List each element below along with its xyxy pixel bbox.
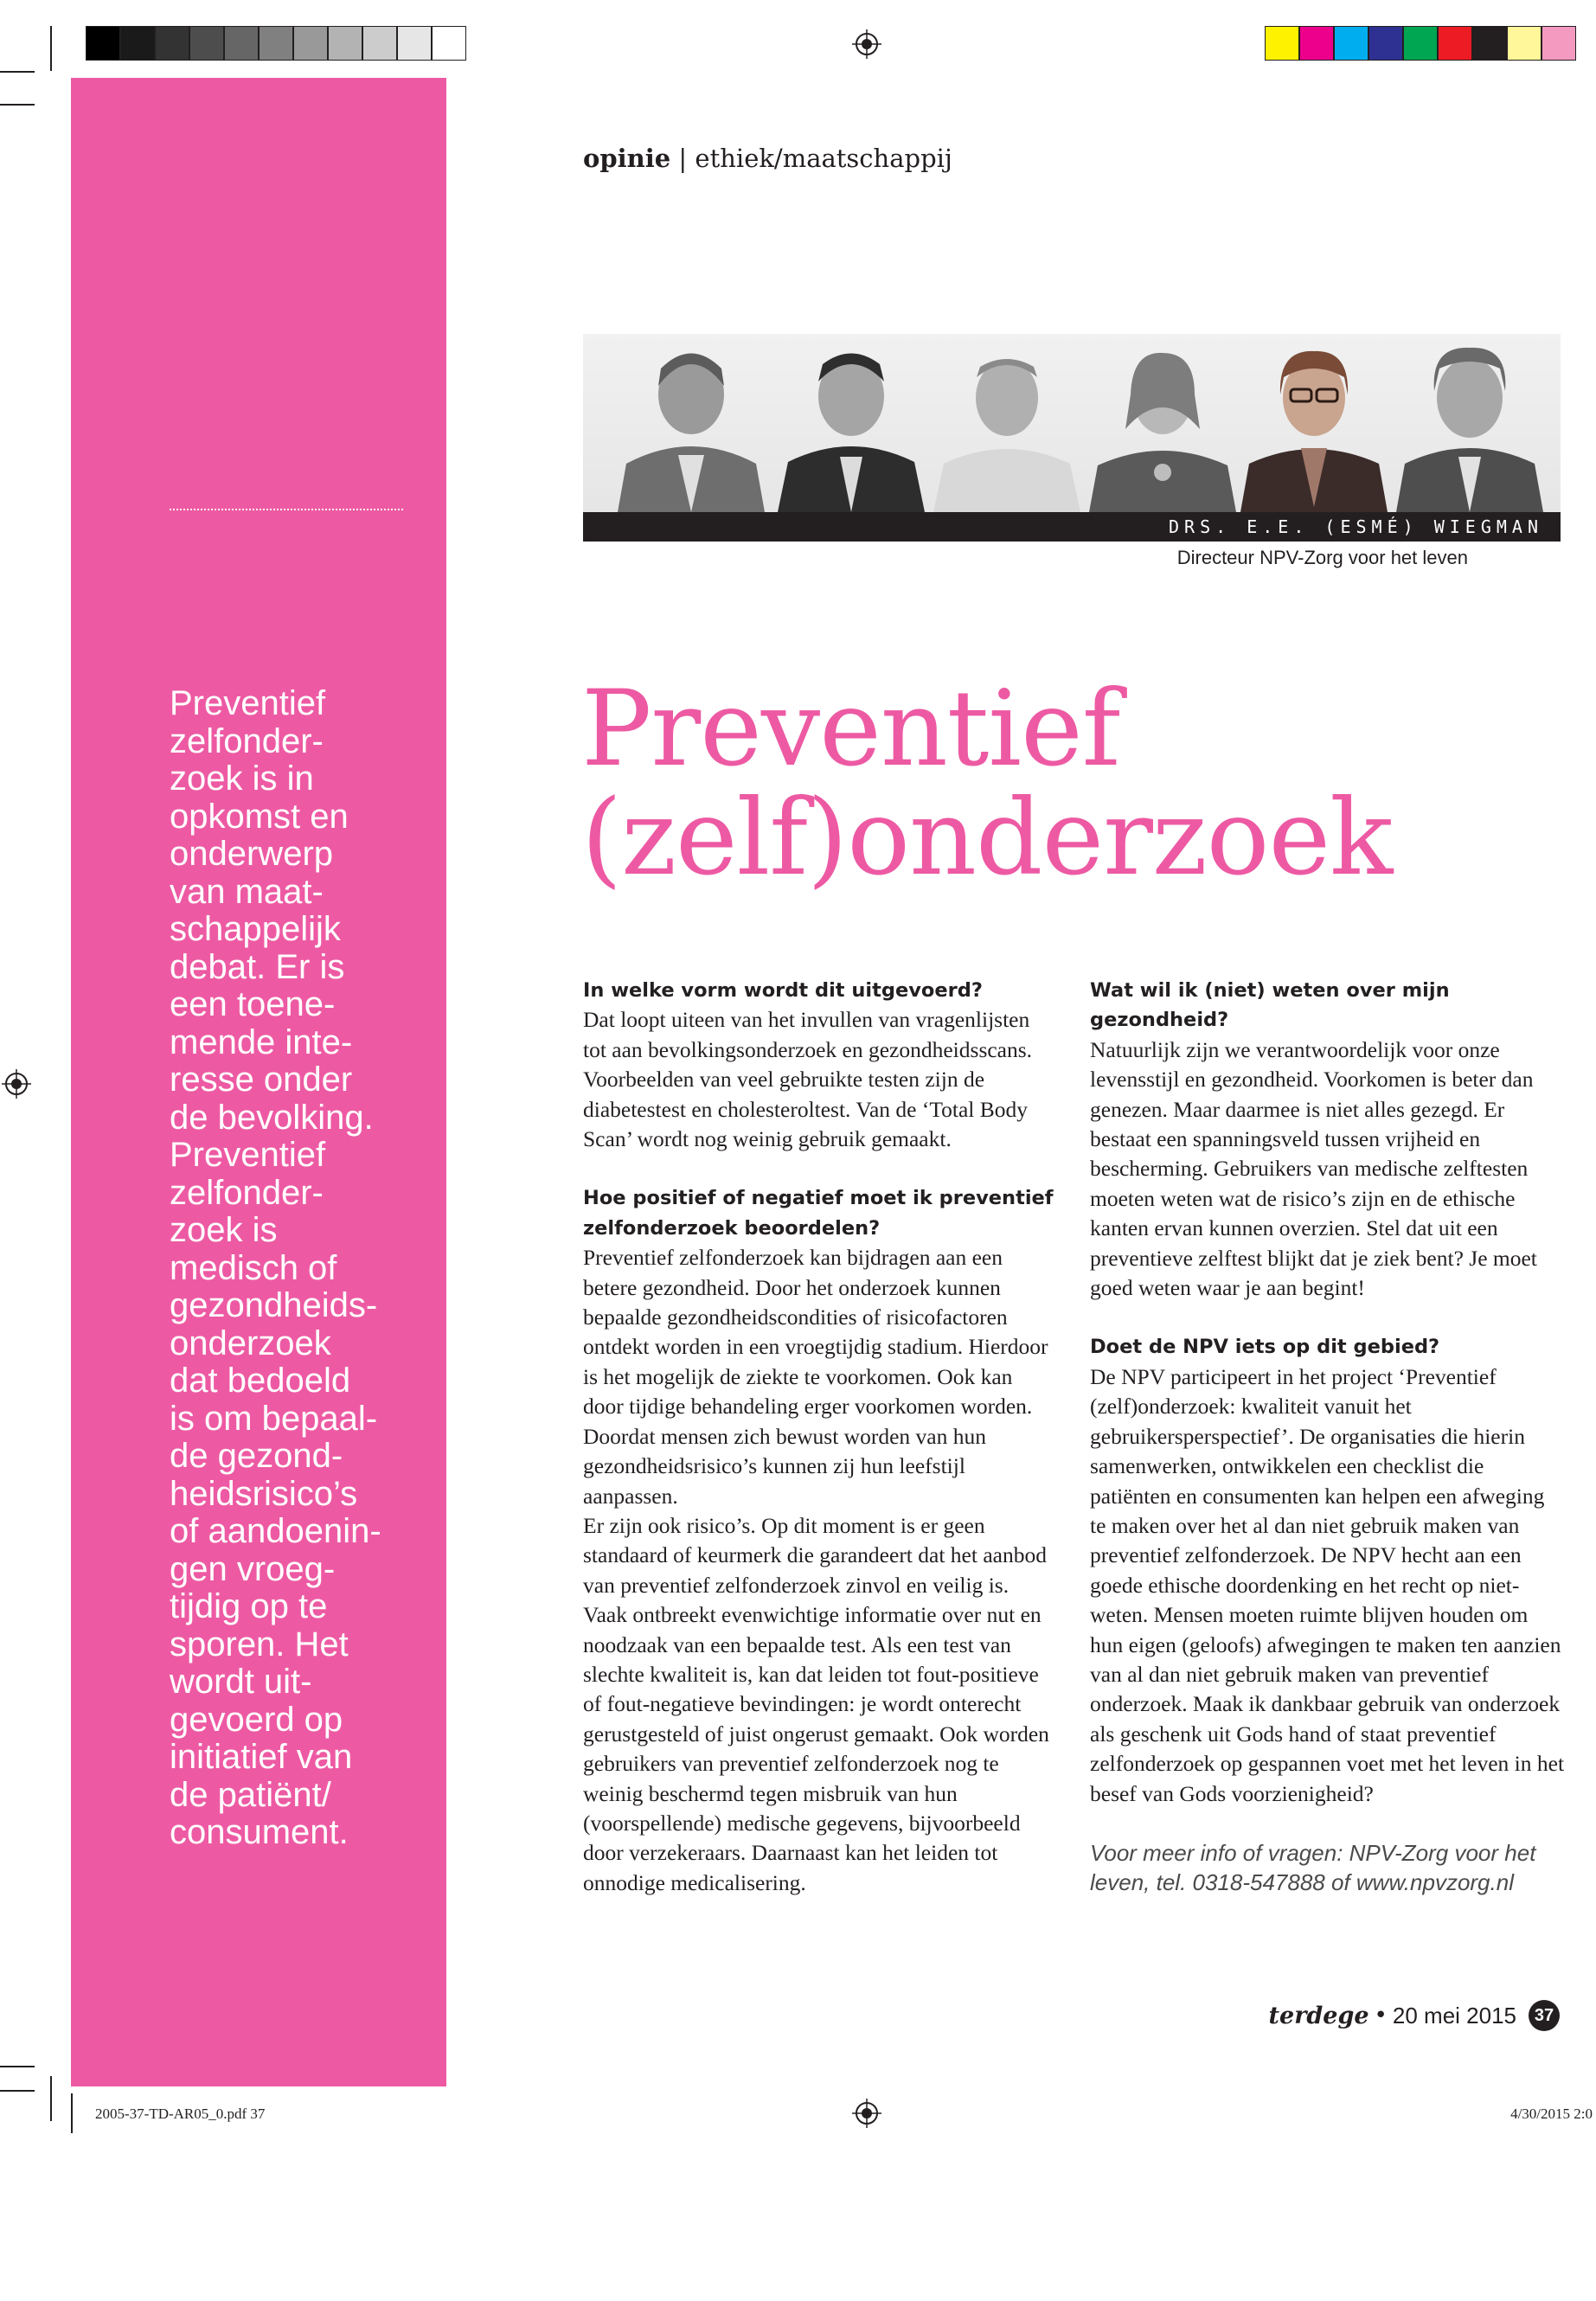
grayscale-color-bar (86, 26, 466, 61)
print-slug-file: 2005-37-TD-AR05_0.pdf 37 (95, 2106, 266, 2122)
crop-mark (50, 26, 52, 71)
footer-bullet: • (1374, 2003, 1388, 2029)
contact-info: Voor meer info of vragen: NPV-Zorg voor het leven, tel. 0318-547888 of www.npvzorg.nl (1090, 1839, 1536, 1895)
article-column-2 (1090, 976, 1566, 1926)
headline (581, 668, 1393, 899)
print-slug-timestamp: 4/30/2015 2:0 (1510, 2106, 1593, 2122)
sidebar-dotted-rule (170, 509, 403, 510)
columnist-portraits (583, 334, 1561, 512)
page-number: 37 (1529, 2000, 1560, 2031)
issue-date: 20 mei 2015 (1392, 2002, 1516, 2029)
answer-paragraph: Dat loopt uiteen van het invullen van vragenlijsten tot aan bevolkingsonderzoek en gezondheidsscans. Voorbeelden van veel gebruikte testen zijn de diabetestest en cholesteroltest. Van de ‘Total Body Scan’ wordt nog weinig gebruik gemaakt. (583, 1007, 1033, 1152)
crop-mark (71, 2093, 73, 2133)
crop-mark (50, 2076, 52, 2121)
portrait-photo (1240, 334, 1388, 512)
headline-line: Preventief (581, 668, 1120, 790)
crop-mark (0, 2066, 35, 2067)
article-column-1 (583, 976, 1057, 1927)
portrait-photo (778, 334, 925, 512)
magazine-brand: terdege (1268, 2002, 1369, 2029)
answer-paragraph: Er zijn ook risico’s. Op dit moment is er geen standaard of keurmerk die garandeert dat het aanbod van preventief zelfonderzoek zinvol en veilig is. Vaak ontbreekt evenwichtige informatie over nut en noodzaak van een bepaalde test. Als een test van slechte kwaliteit is, kan dat leiden tot fout-positieve of fout-negatieve bevindingen: je wordt onterecht gerustgesteld of juist ongerust gemaakt. Ook worden gebruikers van preventief zelfonderzoek nog te weinig beschermd tegen misbruik van hun (voorspellende) medische gegevens, bijvoorbeeld door verzekeraars. Daarnaast kan het leiden tot onnodige medicalisering. (583, 1512, 1049, 1895)
page-footer (1269, 2000, 1560, 2031)
registration-mark-icon (2, 1069, 31, 1099)
portrait-photo (1396, 334, 1543, 512)
rubric-category: ethiek/maatschappij (695, 144, 952, 173)
section-rubric (583, 144, 952, 173)
question-heading: Doet de NPV iets op dit gebied? (1090, 1336, 1440, 1359)
answer-paragraph: De NPV participeert in het project ‘Preventief (zelf)onderzoek: kwaliteit vanuit het gebruikersperspectief’. De organisaties die hierin samenwerken, ontwikkelen een checklist die patiënten en consumenten kan helpen een afweging te maken over het al dan niet gebruik maken van preventief zelfonderzoek. De NPV hecht aan een goede ethische doordenking en het recht op niet-weten. Mensen moeten ruimte blijven houden om hun eigen (geloofs) afwegingen te maken ten aanzien van al dan niet gebruik maken van preventief onderzoek. Maak ik dankbaar gebruik van onderzoek als geschenk uit Gods hand of staat preventief zelfonderzoek op gespannen voet met het leven in het besef van Gods voorzienigheid? (1090, 1363, 1565, 1806)
author-name-bar (583, 512, 1561, 542)
registration-mark-icon (852, 2099, 881, 2128)
author-name: DRS. E.E. (ESMÉ) WIEGMAN (1169, 516, 1543, 537)
cmyk-color-bar (1265, 26, 1576, 61)
headline-line: (zelf)onderzoek (581, 777, 1393, 899)
question-heading: In welke vorm wordt dit uitgevoerd? (583, 979, 983, 1002)
crop-mark (0, 104, 35, 106)
portrait-photo (1089, 334, 1236, 512)
portrait-photo (618, 334, 765, 512)
question-heading: Hoe positief of negatief moet ik preventief zelfonderzoek beoordelen? (583, 1187, 1054, 1240)
author-role: Directeur NPV-Zorg voor het leven (1176, 547, 1468, 568)
answer-paragraph: Natuurlijk zijn we verantwoordelijk voor onze levensstijl en gezondheid. Voorkomen is beter dan genezen. Maar daarmee is niet alles gezegd. Er bestaat een spanningsveld tussen vrijheid en bescherming. Gebruikers van medische zelftesten moeten weten wat de risico’s zijn en de ethische kanten ervan kunnen overzien. Stel dat uit een preventieve zelftest blijkt dat je ziek bent? Je moet goed weten waar je aan begint! (1090, 1036, 1537, 1301)
portrait-photo (933, 334, 1080, 512)
answer-paragraph: Preventief zelfonderzoek kan bijdragen aan een betere gezondheid. Door het onderzoek kunnen bepaalde gezondheidscondities of risicofactoren ontdekt worden in een vroegtijdig stadium. Hierdoor is het mogelijk de ziekte te voorkomen. Ook kan door tijdige behandeling erger voorkomen worden. Doordat mensen zich bewust worden van hun gezondheidsrisico’s kunnen zij hun leefstijl aanpassen. (583, 1245, 1048, 1509)
registration-mark-icon (852, 29, 881, 59)
rubric-separator: | (678, 144, 688, 173)
pull-quote: Preventief zelfonder- zoek is in opkomst en onderwerp van maat- schappelijk debat. Er is een toene- mende inte- resse onder de bevolking. Preventief zelfonder- zoek is medisch of gezondheids- onderzoek dat bedoeld is om bepaal- de gezond- heidsrisico’s of aandoenin- gen vroeg- tijdig op te sporen. Het wordt uit- gevoerd op initiatief van de patiënt/ consument. (170, 684, 381, 1851)
crop-mark (0, 2090, 35, 2092)
rubric-section: opinie (583, 144, 671, 173)
crop-mark (0, 71, 35, 73)
question-heading: Wat wil ik (niet) weten over mijn gezondheid? (1090, 979, 1450, 1032)
